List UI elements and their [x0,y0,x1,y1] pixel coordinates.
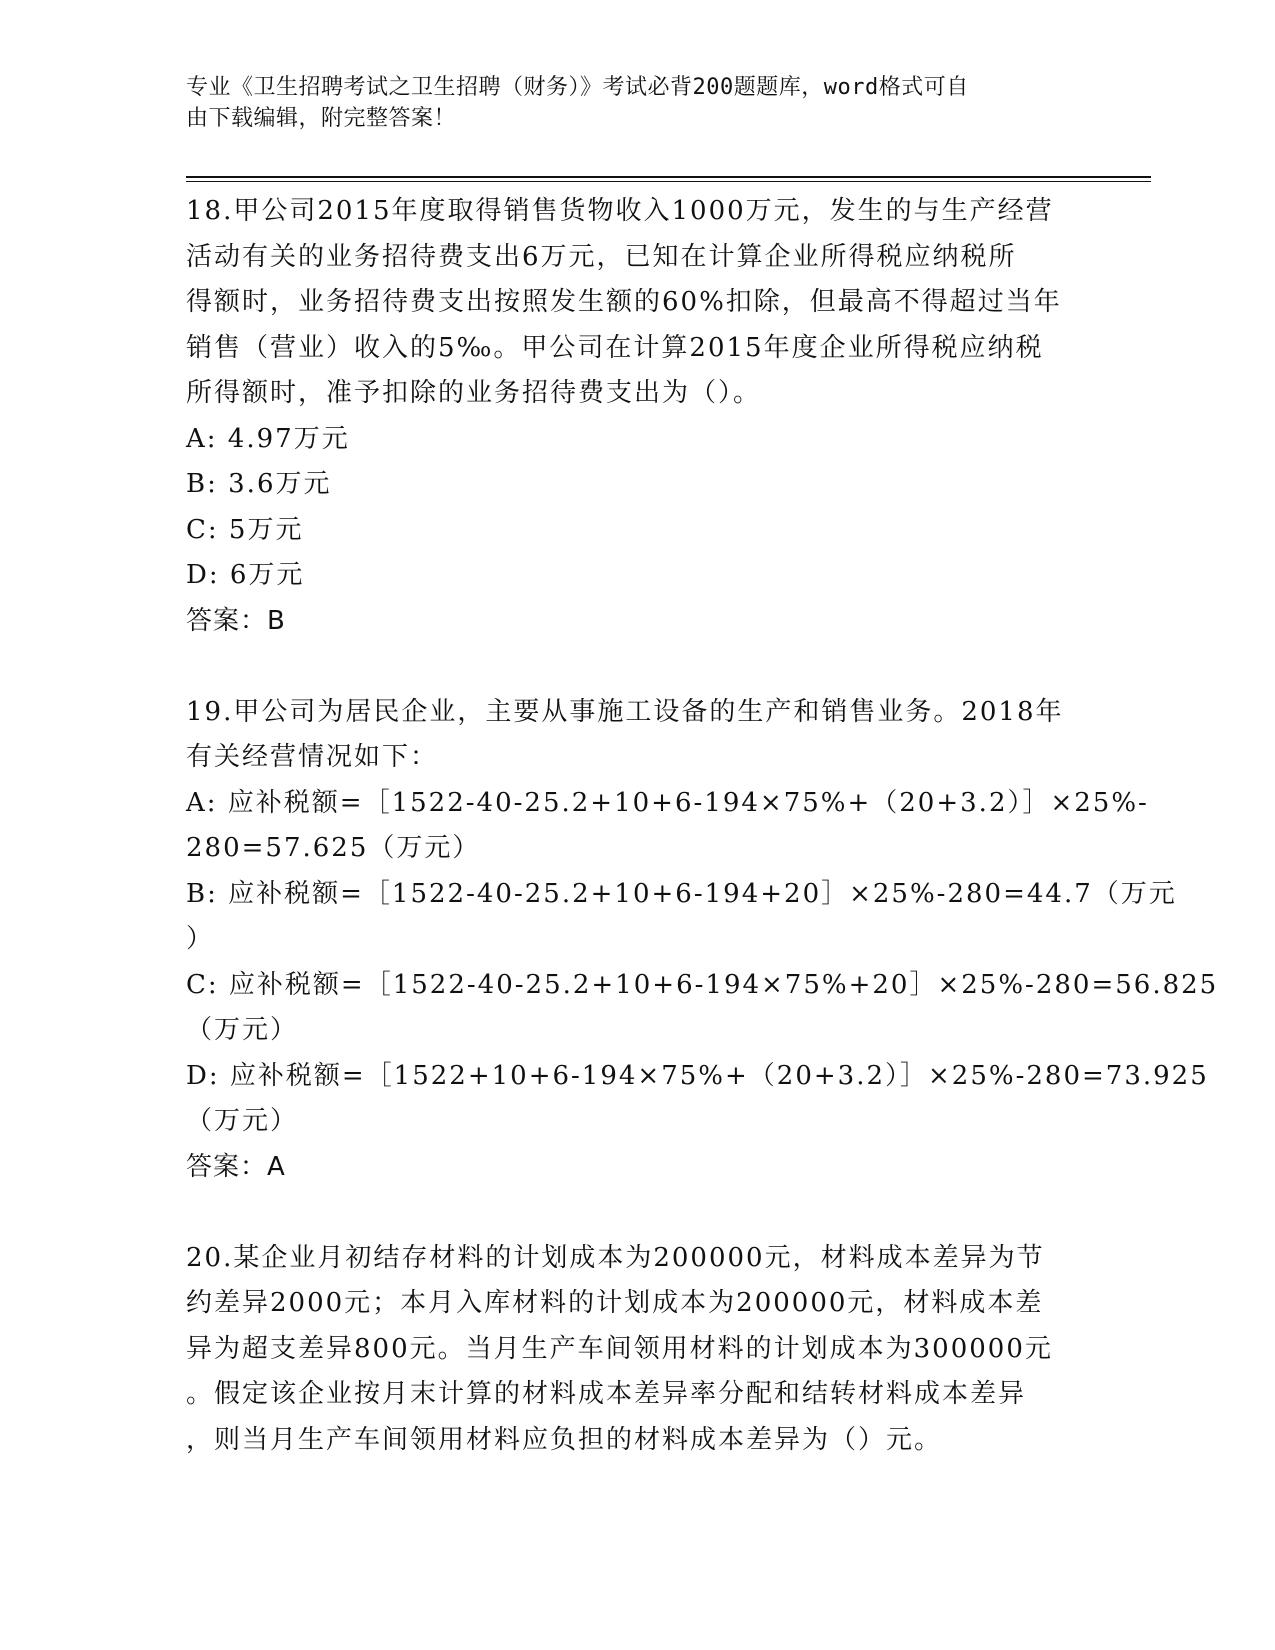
question-text-line: 有关经营情况如下： [186,742,439,772]
question-text-line: ，则当月生产车间领用材料应负担的材料成本差异为（）元。 [186,1424,943,1455]
question-text-line: 销售（营业）收入的5‰。甲公司在计算2015年度企业所得税应纳税 [186,332,1044,363]
question-text-line: 18.甲公司2015年度取得销售货物收入1000万元，发生的与生产经营 [186,196,1054,226]
question-18 [186,189,1086,644]
header-line-2: 由下载编辑，附完整答案！ [186,106,457,131]
option-d: D: 6万元 [186,560,305,590]
question-spacer [186,1190,1086,1236]
option-b-continued: ） [186,924,215,954]
header-divider-thin [186,181,1151,182]
header-line-1: 专业《卫生招聘考试之卫生招聘（财务）》考试必背200题题库，word格式可自 [186,75,969,100]
option-a: A: 4.97万元 [186,423,350,454]
question-text-line: 。假定该企业按月末计算的材料成本差异率分配和结转材料成本差异 [186,1379,1027,1409]
question-text-line: 活动有关的业务招待费支出6万元，已知在计算企业所得税应纳税所 [186,241,1017,272]
option-b: B: 应补税额=［1522-40-25.2+10+6-194+20］×25%-280=44.7（万元 [186,878,1177,909]
option-b: B: 3.6万元 [186,469,332,499]
question-text-line: 20.某企业月初结存材料的计划成本为200000元，材料成本差异为节 [186,1242,1045,1273]
question-text-line: 异为超支差异800元。当月生产车间领用材料的计划成本为300000元 [186,1333,1053,1364]
option-c: C: 应补税额=［1522-40-25.2+10+6-194×75%+20］×25%-280=56.825 [186,969,1219,1000]
header-divider-thick [186,176,1151,178]
option-c-continued: （万元） [186,1015,299,1045]
question-text-line: 19.甲公司为居民企业，主要从事施工设备的生产和销售业务。2018年 [186,696,1064,727]
question-spacer [186,644,1086,690]
answer-label: 答案：A [186,1151,286,1182]
option-d-continued: （万元） [186,1106,299,1136]
answer-label: 答案：B [186,605,286,636]
option-c: C: 5万元 [186,514,304,545]
question-text-line: 所得额时，准予扣除的业务招待费支出为（）。 [186,378,762,408]
question-text-line: 得额时，业务招待费支出按照发生额的60%扣除，但最高不得超过当年 [186,287,1062,317]
document-header [186,72,1086,134]
question-list [186,189,1219,1463]
question-20 [186,1236,1086,1464]
question-19 [186,690,1219,1191]
option-a: A: 应补税额=［1522-40-25.2+10+6-194×75%+（20+3.2）］×25%- [186,787,1149,818]
option-d: D: 应补税额=［1522+10+6-194×75%+（20+3.2）］×25%-280=73.925 [186,1060,1209,1091]
option-a-continued: 280=57.625（万元） [186,833,481,863]
question-text-line: 约差异2000元；本月入库材料的计划成本为200000元，材料成本差 [186,1288,1044,1318]
